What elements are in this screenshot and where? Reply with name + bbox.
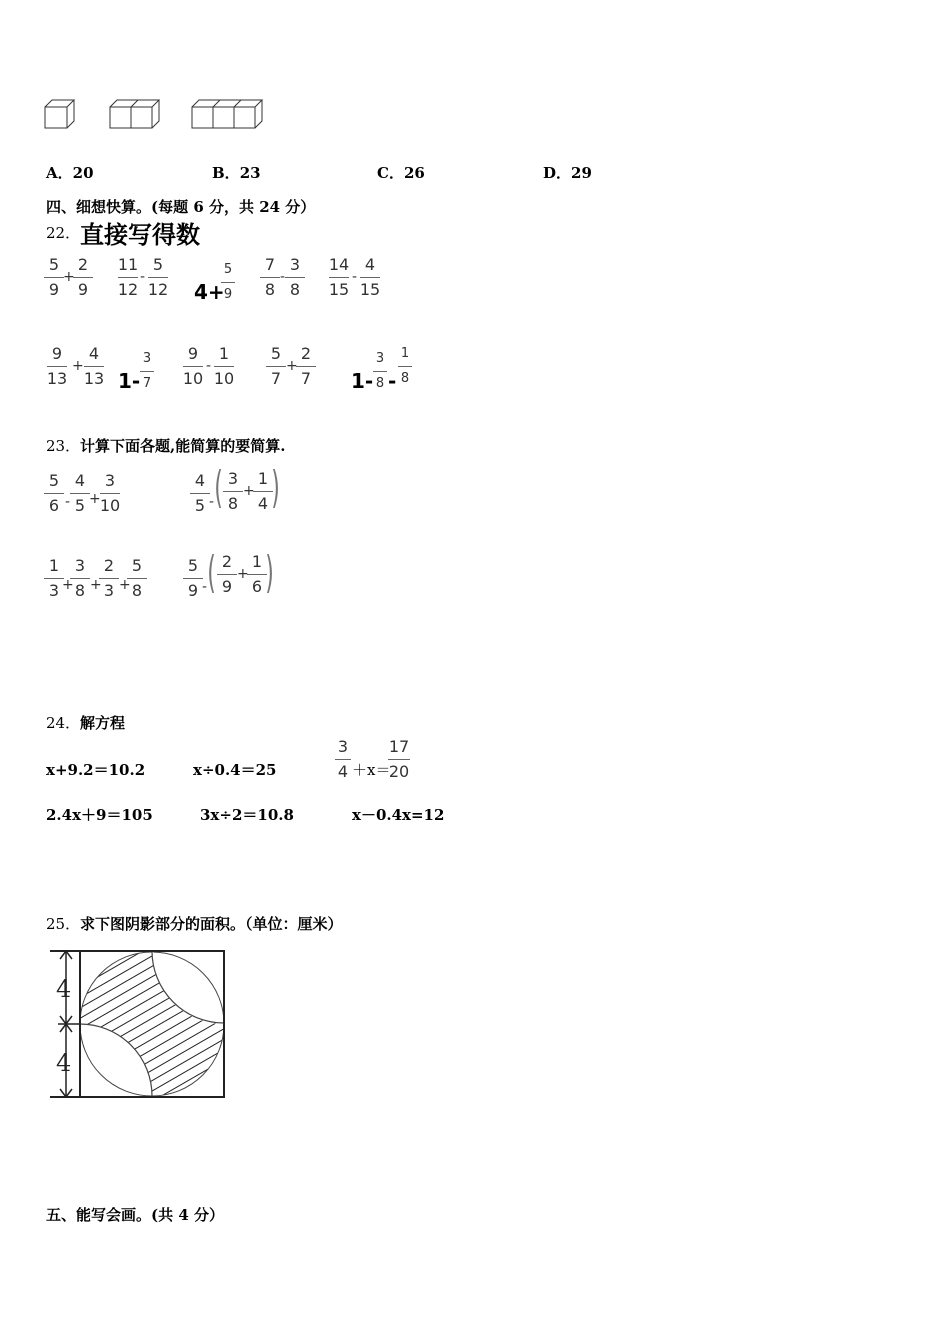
q24-eq6: x－0.4x=12 (352, 806, 445, 824)
q25-title: 求下图阴影部分的面积。（单位：厘米） (80, 915, 343, 933)
q22-title: 直接写得数 (80, 220, 200, 249)
option-a: A．20 (46, 164, 94, 182)
q24-eq4: 2.4x＋9＝105 (46, 806, 153, 824)
q23-title: 计算下面各题,能简算的要简算. (80, 437, 286, 455)
cubes-figure (40, 95, 270, 135)
q22-number: 22． (46, 224, 81, 242)
q24-eq1: x+9.2＝10.2 (46, 761, 146, 779)
option-b: B．23 (212, 164, 261, 182)
q24-number: 24． (46, 714, 81, 732)
section4-title: 四、细想快算。(每题 6 分，共 24 分） (46, 198, 316, 216)
option-c: C．26 (377, 164, 425, 182)
q23-number: 23． (46, 437, 81, 455)
section5-title: 五、能写会画。(共 4 分） (46, 1206, 224, 1224)
q24-eq2: x÷0.4＝25 (193, 761, 277, 779)
option-d: D．29 (543, 164, 592, 182)
q25-number: 25． (46, 915, 81, 933)
dim-label-top: 4 (56, 975, 72, 1003)
q24-title: 解方程 (80, 714, 126, 732)
q24-eq5: 3x÷2＝10.8 (200, 806, 294, 824)
dim-label-bottom: 4 (56, 1049, 72, 1077)
shaded-area-figure (44, 945, 234, 1105)
